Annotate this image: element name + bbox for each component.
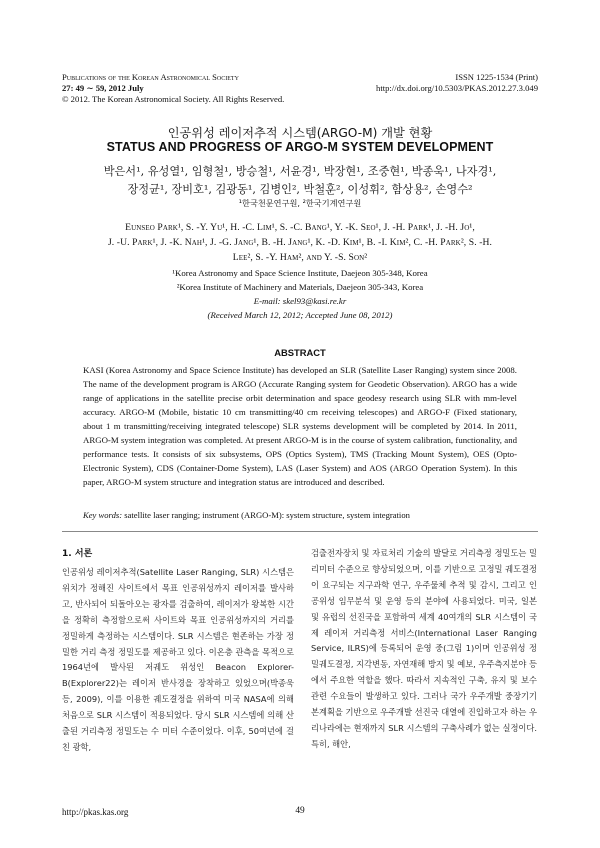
issn: ISSN 1225-1534 (Print)	[455, 72, 538, 82]
authors-english-line2: J. -U. Park¹, J. -K. Nah¹, J. -G. Jang¹, B. -H. Jang¹, K. -D. Kim¹, B. -I. Kim², C. -H. Park², S. -H.	[107, 237, 493, 248]
volume-line	[62, 83, 144, 94]
title-korean: 인공위성 레이저추적 시스템(ARGO-M) 개발 현황	[167, 126, 433, 140]
authors-korean-line2: 장정균¹, 장비호¹, 김광동¹, 김병인², 박철훈², 이성휘², 함상용², 손영수²	[127, 183, 473, 196]
footer-url[interactable]: http://pkas.kas.org	[62, 807, 129, 817]
affiliation-2: ²Korea Institute of Machinery and Materials, Daejeon 305-343, Korea	[176, 282, 424, 292]
authors-english-line1: Eunseo Park¹, S. -Y. Yu¹, H. -C. Lim¹, S. -C. Bang¹, Y. -K. Seo¹, J. -H. Park¹, J. -H. Jo¹,	[125, 222, 475, 233]
received-dates: (Received March 12, 2012; Accepted June 08, 2012)	[207, 310, 393, 320]
page-number: 49	[295, 806, 305, 816]
keywords-label: Key words:	[83, 510, 123, 520]
authors-korean-line1: 박은서¹, 유성열¹, 임형철¹, 방승철¹, 서윤경¹, 박장현¹, 조중현¹, 박종욱¹, 나자경¹,	[103, 165, 497, 178]
abstract-text: KASI (Korea Astronomy and Space Science Institute) has developed an SLR (Satellite Laser Ranging) system since 2008. The name of the development program is ARGO (Accurate Ranging system for Geodetic Observation). ARGO has a wide range of applications in the satellite precise orbit determination and space geodesy research using SLR with mm-level accuracy. ARGO-M (Mobile, bistatic 10 cm transmitting/40 cm receiving telescopes) and ARGO-F (Fixed stationary, about 1 m transmitting/receiving integrated telescope) SLR systems development will be completed by 2014. In 2011, ARGO-M system integration was completed. At present ARGO-M is in the course of system calibration, functionality, and performance tests. It consists of six subsystems, OPS (Optics System), TMS (Tracking Mount System), OES (Opto-Electronic System), CDS (Container-Dome System), LAS (Laser System) and AOS (ARGO Operation System). In this paper, ARGO-M system structure and integration status are introduced and described.	[83, 365, 517, 488]
journal-name: Publications of the Korean Astronomical Society	[62, 72, 239, 82]
keywords-text: satellite laser ranging; instrument (ARGO-M): system structure, system integration	[124, 510, 410, 520]
section-heading: 1. 서론	[62, 549, 93, 559]
title-english: STATUS AND PROGRESS OF ARGO-M SYSTEM DEVELOPMENT	[106, 140, 494, 154]
authors-english-line3: Lee², S. -Y. Ham², and Y. -S. Son²	[232, 252, 368, 263]
right-column-text: 검출전자장치 및 자료처리 기술의 발달로 거리측정 정밀도는 밀리미터 수준으로 향상되었으며, 이를 기반으로 고정밀 궤도결정이 요구되는 지구과학 연구, 우주물체 추적 및 감시, 그리고 인공위성 임무분석 및 운영 등의 분야에 사용되었다. 미국, 일본 및 유럽의 선진국을 포함하여 세계 40여개의 SLR 시스템이 국제 레이저 거리측정 서비스(International Laser Ranging Service, ILRS)에 등록되어 운영 중(그림 1)이며 인공위성 정밀궤도결정, 지각변동, 자연재해 방지 및 예보, 우주측지분야 등에서 주요한 역할을 했다. 따라서 지속적인 구축, 유지 및 보수 관련 수요들이 발생하고 있다. 그러나 국가 우주개발 중장기기본계획을 기반으로 우주개발 선진국 대열에 진입하고자 하는 우리나라에는 현재까지 SLR 시스템의 구축사례가 없는 실정이다. 특히, 해안,	[311, 548, 537, 749]
copyright: © 2012. The Korean Astronomical Society. All Rights Reserved.	[62, 94, 285, 104]
divider	[62, 531, 538, 532]
affiliations-korean: ¹한국천문연구원, ²한국기계연구원	[238, 198, 362, 208]
left-column-text: 인공위성 레이저추적(Satellite Laser Ranging, SLR) 시스템은 위치가 정해진 사이트에서 목표 인공위성까지 레이저를 발사하고, 반사되어 되돌아오는 광자를 검출하여, 레이저가 왕복한 시간을 정확히 측정함으로써 사이트와 목표 인공위성까지의 거리를 정밀하게 측정하는 시스템이다. SLR 시스템은 현존하는 가장 정밀한 거리 측정 정밀도를 제공하고 있다. 이온층 관측을 목적으로 1964년에 발사된 저궤도 위성인 Beacon Explorer-B(Explorer22)는 레이저 반사경을 장착하고 있었으며(박종욱 등, 2009), 이를 이용한 궤도결정을 위하여 미국 NASA에 의해 처음으로 SLR 시스템이 적용되었다. 당시 SLR 시스템에 의해 산출된 거리측정 정밀도는 수 미터 수준이었다. 이후, 50여년에 걸친 광학,	[62, 567, 294, 752]
abstract-heading: ABSTRACT	[274, 347, 326, 358]
email[interactable]: E-mail: skel93@kasi.re.kr	[253, 296, 347, 306]
affiliation-1: ¹Korea Astronomy and Space Science Institute, Daejeon 305-348, Korea	[172, 268, 428, 278]
keywords	[83, 510, 517, 520]
left-column	[62, 565, 294, 756]
doi-link[interactable]: http://dx.doi.org/10.5303/PKAS.2012.27.3.049	[376, 83, 538, 93]
volume-line-text: 27: 49 ∼ 59, 2012 July	[62, 83, 144, 93]
right-column	[311, 546, 537, 753]
